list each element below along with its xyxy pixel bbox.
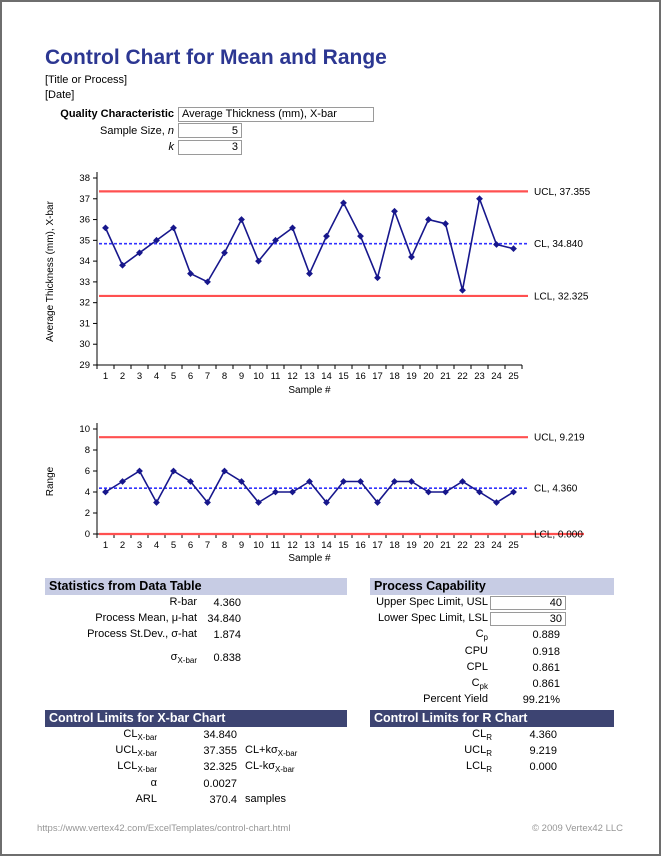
svg-text:Sample #: Sample # bbox=[288, 553, 331, 564]
rbar-value: 4.360 bbox=[213, 597, 241, 610]
svg-text:35: 35 bbox=[79, 235, 90, 247]
table-row: $CL_R$ 4.360 bbox=[472, 728, 557, 743]
svg-text:5: 5 bbox=[170, 540, 177, 551]
svg-text:7: 7 bbox=[204, 540, 211, 551]
svg-text:LCL, 0.000: LCL, 0.000 bbox=[534, 529, 583, 541]
cpu-value: 0.918 bbox=[532, 645, 560, 658]
lcl-r-value: 0.000 bbox=[529, 761, 557, 774]
svg-text:CL, 34.840: CL, 34.840 bbox=[534, 239, 583, 251]
svg-text:1: 1 bbox=[102, 371, 109, 382]
svg-text:6: 6 bbox=[187, 540, 194, 551]
table-row: $C_p$ 0.889 bbox=[475, 628, 560, 643]
table-row: CPU 0.918 bbox=[464, 644, 560, 658]
ucl-xbar-value: 37.355 bbox=[203, 745, 237, 758]
table-row: Percent Yield 99.21% bbox=[423, 693, 560, 707]
svg-text:4: 4 bbox=[153, 540, 160, 551]
svg-text:UCL, 37.355: UCL, 37.355 bbox=[534, 186, 591, 198]
svg-text:3: 3 bbox=[136, 540, 143, 551]
cl-xbar-value: 34.840 bbox=[203, 729, 237, 742]
table-row: Lower Spec Limit, LSL 30 bbox=[370, 611, 614, 627]
svg-text:2: 2 bbox=[119, 371, 126, 382]
svg-text:21: 21 bbox=[440, 371, 451, 382]
svg-text:4: 4 bbox=[153, 371, 160, 382]
svg-text:10: 10 bbox=[253, 371, 264, 382]
svg-text:11: 11 bbox=[270, 540, 281, 551]
svg-text:6: 6 bbox=[187, 371, 194, 382]
svg-text:15: 15 bbox=[338, 371, 349, 382]
svg-text:4: 4 bbox=[84, 487, 90, 498]
quality-characteristic-row bbox=[42, 106, 402, 122]
svg-text:19: 19 bbox=[406, 540, 417, 551]
lsl-input[interactable] bbox=[490, 612, 566, 626]
xbar-limits-header: Control Limits for X-bar Chart bbox=[45, 710, 347, 727]
r-limits-section bbox=[370, 710, 614, 776]
svg-text:31: 31 bbox=[79, 318, 90, 330]
table-row: $LCL_R$ 0.000 bbox=[466, 760, 557, 775]
svg-text:13: 13 bbox=[304, 371, 315, 382]
svg-text:7: 7 bbox=[204, 371, 211, 382]
svg-text:36: 36 bbox=[79, 214, 90, 226]
date-placeholder[interactable]: [Date] bbox=[45, 89, 75, 101]
svg-text:20: 20 bbox=[423, 540, 434, 551]
table-row: Process St.Dev., σ-hat 1.874 bbox=[87, 628, 241, 642]
sigma-xbar-value: 0.838 bbox=[213, 651, 241, 664]
page-title: Control Chart for Mean and Range bbox=[45, 46, 387, 69]
table-row: α 0.0027 bbox=[150, 776, 237, 790]
statistics-header: Statistics from Data Table bbox=[45, 578, 347, 595]
table-row: $UCL_{X-bar}$ 37.355 $CL+k\sigma_{X-bar}$ bbox=[115, 744, 298, 759]
svg-text:18: 18 bbox=[389, 540, 400, 551]
svg-text:1: 1 bbox=[102, 540, 109, 551]
svg-text:23: 23 bbox=[474, 371, 485, 382]
svg-text:10: 10 bbox=[79, 424, 90, 435]
r-limits-header: Control Limits for R Chart bbox=[370, 710, 614, 727]
table-row: $LCL_{X-bar}$ 32.325 $CL-k\sigma_{X-bar}$ bbox=[117, 760, 295, 775]
svg-text:34: 34 bbox=[79, 256, 90, 268]
title-or-process-placeholder[interactable]: [Title or Process] bbox=[45, 74, 128, 86]
svg-text:38: 38 bbox=[79, 173, 90, 184]
svg-text:9: 9 bbox=[238, 540, 245, 551]
table-row: $\sigma_{X-bar}$ 0.838 bbox=[170, 650, 241, 665]
svg-text:6: 6 bbox=[84, 466, 90, 477]
parameters-block bbox=[42, 106, 402, 156]
lcl-xbar-value: 32.325 bbox=[203, 761, 237, 774]
svg-text:5: 5 bbox=[170, 371, 177, 382]
svg-text:33: 33 bbox=[79, 276, 90, 288]
table-row: Upper Spec Limit, USL 40 bbox=[370, 595, 614, 611]
svg-text:20: 20 bbox=[423, 371, 434, 382]
cl-r-value: 4.360 bbox=[529, 729, 557, 742]
svg-text:18: 18 bbox=[389, 371, 400, 382]
range-control-chart bbox=[37, 421, 647, 573]
cp-value: 0.889 bbox=[532, 629, 560, 642]
svg-text:32: 32 bbox=[79, 297, 90, 309]
table-row: $C_{pk}$ 0.861 bbox=[471, 676, 560, 692]
svg-text:14: 14 bbox=[321, 540, 332, 551]
process-capability-header: Process Capability bbox=[370, 578, 614, 595]
table-row: ARL 370.4 samples bbox=[135, 792, 286, 806]
k-row bbox=[42, 139, 402, 155]
svg-text:30: 30 bbox=[79, 339, 90, 351]
cpk-value: 0.861 bbox=[532, 678, 560, 691]
alpha-value: 0.0027 bbox=[203, 777, 237, 790]
svg-text:23: 23 bbox=[474, 540, 485, 551]
svg-text:2: 2 bbox=[84, 508, 90, 519]
k-label: k bbox=[168, 141, 174, 153]
quality-characteristic-input[interactable] bbox=[178, 107, 374, 122]
svg-text:UCL, 9.219: UCL, 9.219 bbox=[534, 432, 585, 444]
svg-text:13: 13 bbox=[304, 540, 315, 551]
statistics-section bbox=[45, 578, 347, 666]
svg-text:29: 29 bbox=[79, 360, 90, 371]
svg-text:8: 8 bbox=[221, 540, 228, 551]
svg-text:21: 21 bbox=[440, 540, 451, 551]
k-input[interactable] bbox=[178, 140, 242, 155]
svg-text:CL, 4.360: CL, 4.360 bbox=[534, 483, 578, 495]
svg-text:17: 17 bbox=[372, 371, 383, 382]
svg-text:24: 24 bbox=[491, 371, 502, 382]
sample-size-input[interactable] bbox=[178, 123, 242, 138]
svg-text:24: 24 bbox=[491, 540, 502, 551]
sample-size-label: Sample Size, n bbox=[100, 124, 174, 137]
svg-text:10: 10 bbox=[253, 540, 264, 551]
svg-text:17: 17 bbox=[372, 540, 383, 551]
svg-text:12: 12 bbox=[287, 540, 298, 551]
svg-text:16: 16 bbox=[355, 371, 366, 382]
process-capability-section bbox=[370, 578, 614, 708]
usl-input[interactable] bbox=[490, 596, 566, 610]
table-row: $CL_{X-bar}$ 34.840 bbox=[123, 728, 237, 743]
svg-text:LCL, 32.325: LCL, 32.325 bbox=[534, 291, 589, 303]
footer-copyright: © 2009 Vertex42 LLC bbox=[532, 823, 623, 834]
svg-text:8: 8 bbox=[221, 371, 228, 382]
table-row: $UCL_R$ 9.219 bbox=[464, 744, 557, 759]
svg-text:16: 16 bbox=[355, 540, 366, 551]
svg-text:Range: Range bbox=[45, 466, 56, 497]
sample-size-row bbox=[42, 123, 402, 139]
process-mean-value: 34.840 bbox=[207, 613, 241, 626]
table-row: R-bar 4.360 bbox=[169, 596, 241, 610]
quality-characteristic-label: Quality Characteristic bbox=[60, 108, 174, 120]
svg-text:9: 9 bbox=[238, 371, 245, 382]
xbar-limits-section bbox=[45, 710, 347, 808]
svg-text:0: 0 bbox=[84, 529, 90, 540]
svg-text:8: 8 bbox=[84, 445, 90, 456]
xbar-control-chart bbox=[37, 170, 647, 400]
ucl-r-value: 9.219 bbox=[529, 745, 557, 758]
svg-text:19: 19 bbox=[406, 371, 417, 382]
percent-yield-value: 99.21% bbox=[522, 694, 560, 707]
svg-text:Average Thickness (mm), X-bar: Average Thickness (mm), X-bar bbox=[45, 201, 56, 342]
svg-text:22: 22 bbox=[457, 540, 468, 551]
table-row: CPL 0.861 bbox=[466, 660, 560, 674]
svg-text:22: 22 bbox=[457, 371, 468, 382]
table-row: Process Mean, μ-hat 34.840 bbox=[95, 612, 241, 626]
svg-text:2: 2 bbox=[119, 540, 126, 551]
process-stdev-value: 1.874 bbox=[213, 629, 241, 642]
footer-url[interactable]: https://www.vertex42.com/ExcelTemplates/control-chart.html bbox=[37, 823, 291, 834]
svg-text:37: 37 bbox=[79, 193, 90, 205]
svg-text:14: 14 bbox=[321, 371, 332, 382]
svg-text:15: 15 bbox=[338, 540, 349, 551]
arl-value: 370.4 bbox=[209, 793, 237, 806]
svg-text:3: 3 bbox=[136, 371, 143, 382]
svg-text:12: 12 bbox=[287, 371, 298, 382]
svg-text:25: 25 bbox=[508, 540, 519, 551]
svg-text:11: 11 bbox=[270, 371, 281, 382]
svg-text:25: 25 bbox=[508, 371, 519, 382]
cpl-value: 0.861 bbox=[532, 661, 560, 674]
svg-text:Sample #: Sample # bbox=[288, 385, 331, 396]
